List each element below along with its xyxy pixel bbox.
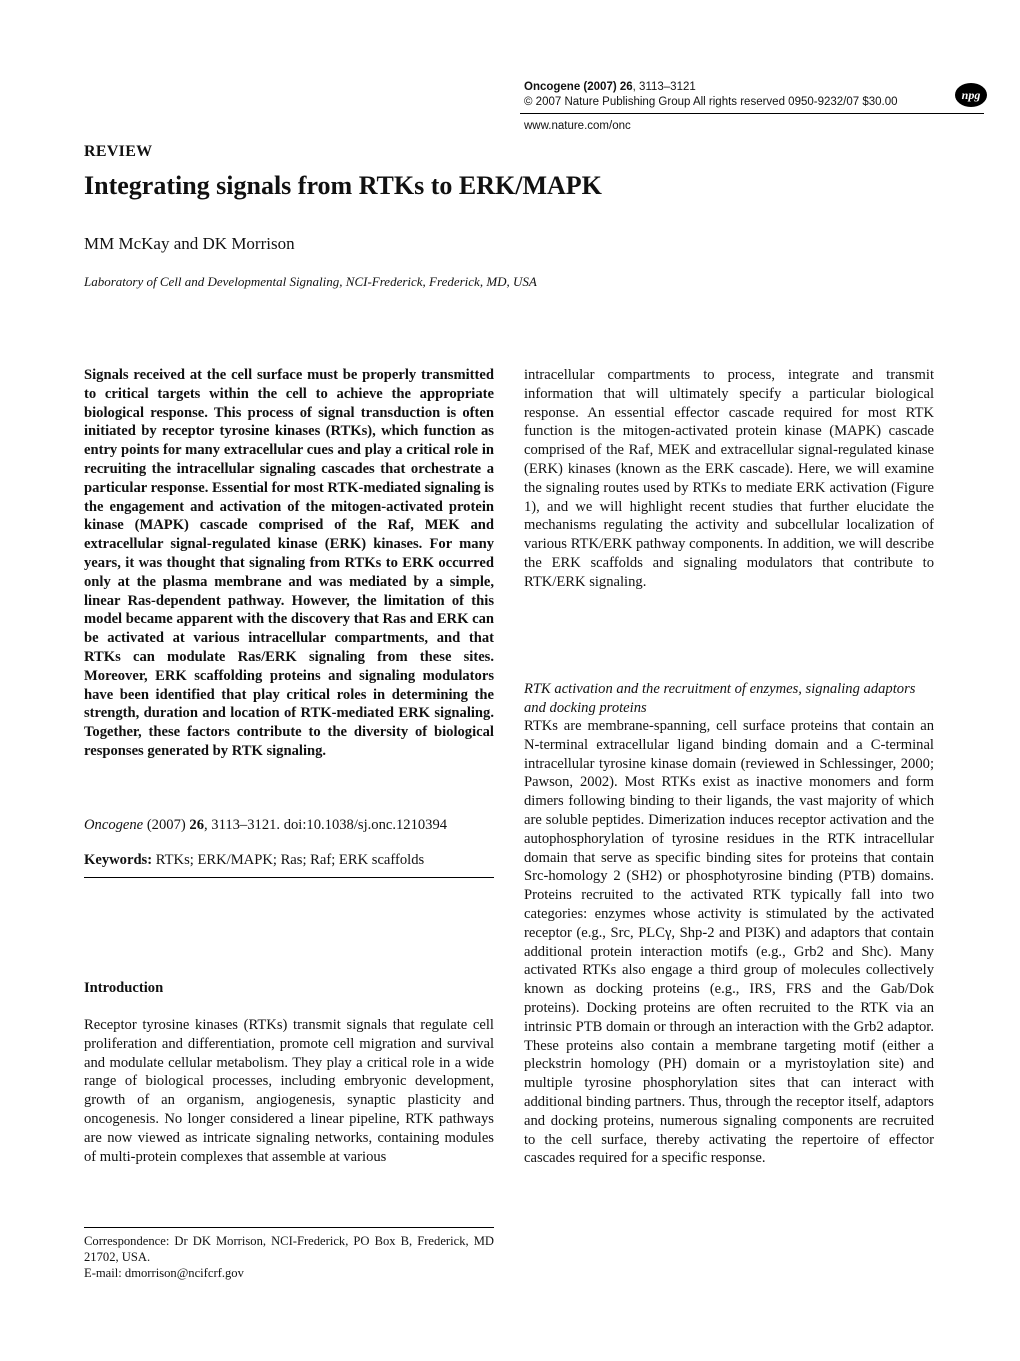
journal-pages: , 3113–3121 xyxy=(632,81,696,93)
section-label: REVIEW xyxy=(84,143,153,160)
copyright-line: © 2007 Nature Publishing Group All rights reserved 0950-9232/07 $30.00 xyxy=(524,96,898,108)
keywords xyxy=(84,852,494,869)
abstract-text: Signals received at the cell surface must be properly transmitted to critical targets within the cell to achieve the appropriate biological response. This process of signal transduction is often initiated by receptor tyrosine kinases (RTKs), which function as entry points for many extracellular cues and play a critical role in recruiting the intracellular signaling cascades that orchestrate a particular response. Essential for most RTK-mediated signaling is the engagement and activation of the mitogen-activated protein kinase (MAPK) cascade comprised of the Raf, MEK and extracellular signal-regulated kinase (ERK) kinases. For many years, it was thought that signaling from RTKs to ERK occurred only at the plasma membrane and was mediated by a simple, linear Ras-dependent pathway. However, the limitation of this model became apparent with the discovery that Ras and ERK can be activated at various intracellular compartments, and that RTKs can modulate Ras/ERK signaling from these sites. Moreover, ERK scaffolding proteins and signaling modulators have been identified that play critical roles in determining the strength, duration and location of RTK-mediated ERK signaling. Together, these factors contribute to the diversity of biological responses generated by RTK signaling. xyxy=(84,367,494,759)
npg-logo-text: npg xyxy=(961,88,981,102)
section-heading-rtk-activation: RTK activation and the recruitment of enzymes, signaling adaptors and docking proteins xyxy=(524,681,916,716)
journal-citation xyxy=(524,80,944,95)
introduction-paragraph-continued: intracellular compartments to process, integrate and transmit information that will ultimately specify a particular biological response. An essential effector cascade required for most RTK function is the mitogen-activated protein kinase (MAPK) cascade comprised of the Raf, MEK and extracellular signal-regulated kinase (ERK) kinases (known as the ERK cascade). Here, we will examine the signaling routes used by RTKs to mediate ERK activation (Figure 1), and we will highlight recent studies that further elucidate the mechanisms regulating the activity and subcellular localization of various RTK/ERK pathway components. In addition, we will describe the ERK scaffolds and signaling modulators that contribute to RTK/ERK signaling. xyxy=(524,367,934,590)
npg-logo-icon xyxy=(954,82,988,108)
abstract-citation xyxy=(84,817,494,834)
section-rtk-activation-body xyxy=(524,717,934,1168)
journal-volume: 26 xyxy=(619,81,633,93)
citation-volume: 26 xyxy=(189,817,204,833)
journal-name: Oncogene (2007) xyxy=(524,81,617,93)
introduction-heading: Introduction xyxy=(84,980,164,996)
correspondence-footnote xyxy=(84,1233,494,1281)
abstract xyxy=(84,366,494,761)
keywords-label: Keywords: xyxy=(84,852,153,868)
keywords-rule xyxy=(84,877,494,878)
journal-url-link[interactable]: www.nature.com/onc xyxy=(524,120,631,132)
keywords-list: RTKs; ERK/MAPK; Ras; Raf; ERK scaffolds xyxy=(152,852,425,868)
footnote-rule xyxy=(84,1227,494,1228)
article-title: Integrating signals from RTKs to ERK/MAPK xyxy=(84,171,602,200)
rtk-activation-paragraph: RTKs are membrane-spanning, cell surface proteins that contain an N-terminal extracellular ligand binding domain and a C-terminal intracellular tyrosine kinase domain (reviewed in Schlessinger, 2000; Pawson, 2002). Most RTKs exist as inactive monomers and form dimers following binding to their ligands, the vast majority of which are soluble peptides. Dimerization induces receptor activation and the autophosphorylation of tyrosine residues in the RTK intracellular domain that serve as specific binding sites for proteins that contain Src-homology 2 (SH2) or phosphotyrosine binding (PTB) domains. Proteins recruited to the activated RTK typically fall into two categories: enzymes whose activity is stimulated by the activated receptor (e.g., Src, PLCγ, Shp-2 and PI3K) and adaptors that contain additional protein interaction motifs (e.g., Grb2 and Shc). Many activated RTKs also engage a third group of molecules collectively known as docking proteins (e.g., IRS, FRS and the Gab/Dok proteins). Docking proteins are often recruited to the RTK via an intrinsic PTB domain or through an interaction with the Grb2 adaptor. These proteins also contain a membrane targeting motif (either a pleckstrin homology (PH) domain or a myristoylation site) and multiple tyrosine phosphorylation sites that can interact with additional binding partners. Thus, through the receptor itself, adaptors and docking proteins, numerous signaling components are recruited to the cell surface, thereby activating the repertoire of effector cascades required for a specific response. xyxy=(524,718,934,1167)
correspondence-address: Correspondence: Dr DK Morrison, NCI-Frederick, PO Box B, Frederick, MD 21702, USA. xyxy=(84,1234,494,1264)
affiliation: Laboratory of Cell and Developmental Signaling, NCI-Frederick, Frederick, MD, USA xyxy=(84,274,537,289)
citation-doi[interactable]: , 3113–3121. doi:10.1038/sj.onc.1210394 xyxy=(203,817,448,833)
introduction-paragraph: Receptor tyrosine kinases (RTKs) transmit signals that regulate cell proliferation and differentiation, promote cell migration and survival and modulate cellular metabolism. They play a critical role in a wide range of biological processes, including embryonic development, growth of an organism, angiogenesis, synaptic plasticity and oncogenesis. No longer considered a linear pipeline, RTK pathways are now viewed as intricate signaling networks, containing modules of multi-protein complexes that assemble at various xyxy=(84,1017,494,1165)
journal-header xyxy=(524,80,944,110)
citation-year: (2007) xyxy=(143,817,190,833)
citation-journal: Oncogene xyxy=(84,817,144,833)
authors: MM McKay and DK Morrison xyxy=(84,234,295,253)
correspondence-email[interactable]: E-mail: dmorrison@ncifcrf.gov xyxy=(84,1266,244,1280)
introduction-continued xyxy=(524,366,934,592)
header-rule xyxy=(520,113,984,114)
introduction-body xyxy=(84,1016,494,1166)
